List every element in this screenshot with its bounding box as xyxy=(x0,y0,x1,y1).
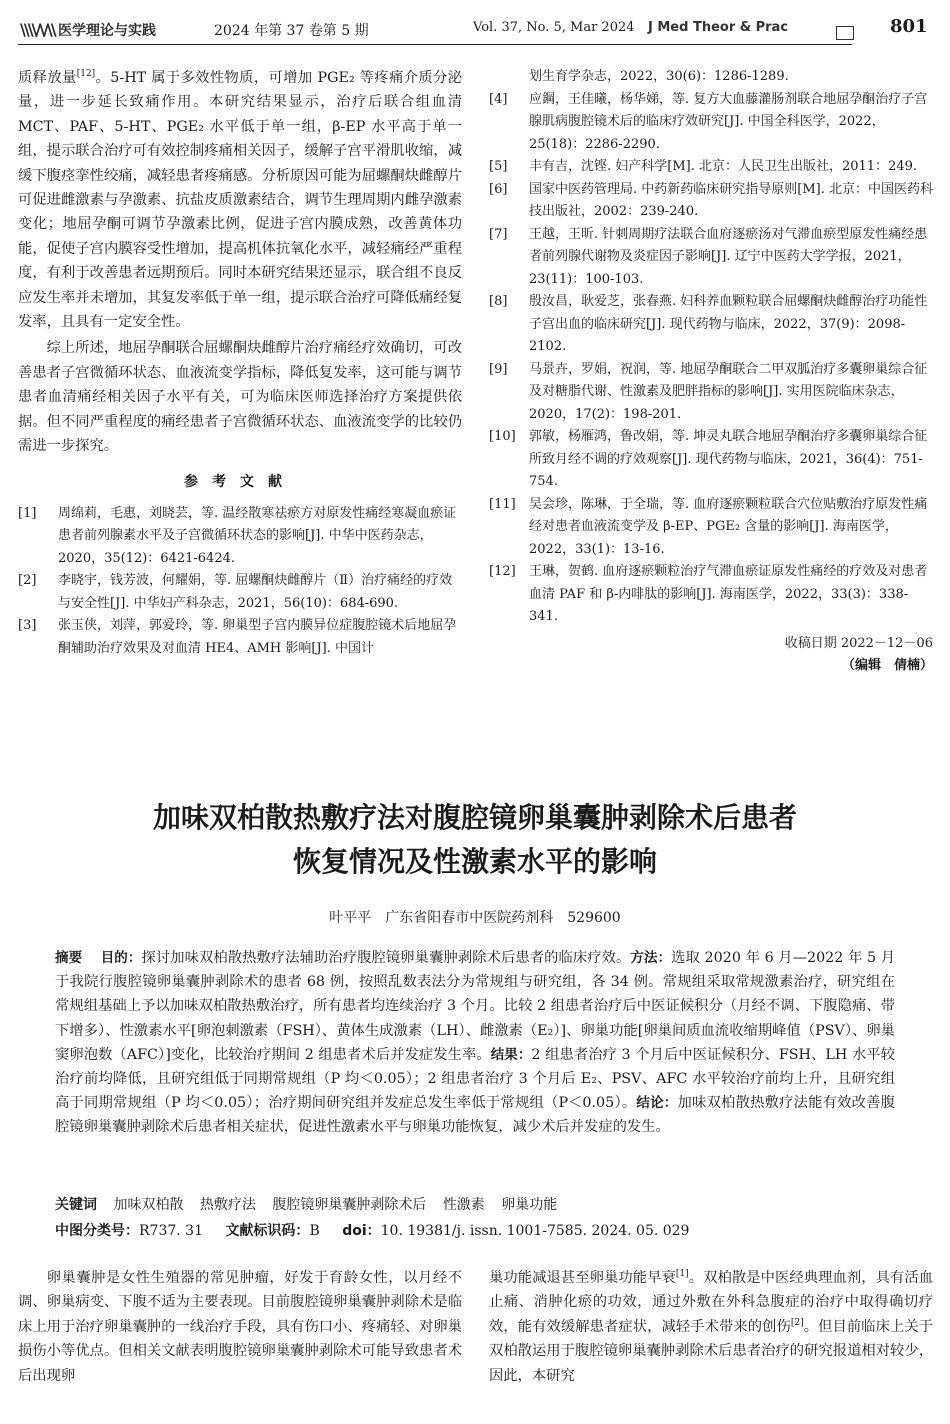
reference-text: 李晓宇，钱芳波，何耀娟，等. 屈螺酮炔雌醇片（Ⅱ）治疗痛经的疗效与安全性[J]. 中华妇产科杂志，2021，56(10)：684-690. xyxy=(58,573,453,611)
reference-item xyxy=(18,615,462,660)
doc-code-value: B xyxy=(309,1223,320,1239)
reference-item xyxy=(489,561,933,629)
conclusion-paragraph: 综上所述，地屈孕酮联合屈螺酮炔雌醇片治疗痛经疗效确切，可改善患者子宫微循环状态、血液流变学指标，降低复发率，这可能与调节患者血清痛经相关因子水平有关，可为临床医师选择治疗方案提供依据。但不同严重程度的痛经患者子宫微循环状态、血液流变学的比较仍需进一步探究。 xyxy=(18,340,462,455)
reference-item xyxy=(489,291,933,359)
reference-item xyxy=(489,224,933,292)
methods-text: 选取 2020 年 6 月—2022 年 5 月于我院行腹腔镜卵巢囊肿剥除术的患者 68 例，按照乱数表法分为常规组与研究组，各 34 例。常规组采取常规激素治疗，研究组在常规组基础上予以加味双柏散热敷治疗，所有患者均连续治疗 3 个月。比较 2 组患者治疗后中医证候积分（月经不调、下腹隐痛、带下增多）、性激素水平[卵泡刺激素（FSH）、黄体生成激素（LH）、雌激素（E₂）]、卵巢功能[卵巢间质血流收缩期峰值（PSV）、卵巢窦卵泡数（AFC）]变化，比较治疗期间 2 组患者术后并发症发生率。 xyxy=(55,950,896,1063)
author-affiliation: 叶平平 广东省阳春市中医院药剂科 529600 xyxy=(329,910,621,926)
header-box-icon xyxy=(836,26,854,40)
reference-text: 周绵莉，毛惠，刘晓芸，等. 温经散寒祛瘀方对原发性痛经寒凝血瘀证患者前列腺素水平及子宫微循环状态的影响[J]. 中华中医药杂志，2020，35(12)：6421-6424. xyxy=(58,505,457,566)
objective-text: 探讨加味双柏散热敷疗法辅助治疗腹腔镜卵巢囊肿剥除术后患者的临床疗效。 xyxy=(141,950,631,966)
volume-info: Vol. 37, No. 5, Mar 2024 xyxy=(473,20,635,35)
header-rule xyxy=(18,44,852,45)
abstract-label: 摘要 xyxy=(55,950,83,966)
reference-text: 王琳，贺鹤. 血府逐瘀颗粒治疗气滞血瘀证原发性痛经的疗效及对患者血清 PAF 和 β-内啡肽的影响[J]. 海南医学，2022，33(3)：338-341. xyxy=(529,564,928,624)
issue-info: 2024 年第 37 卷第 5 期 xyxy=(214,23,369,39)
reference-number: [4] xyxy=(489,91,508,107)
reference-text: 吴会珍，陈琳，于全瑞，等. 血府逐瘀颗粒联合穴位贴敷治疗原发性痛经对患者血液流变学及 β-EP、PGE₂ 含量的影响[J]. 海南医学，2022，33(1)：13-16. xyxy=(529,496,928,557)
intro-text-a: 巢功能减退甚至卵巢功能早衰 xyxy=(489,1270,676,1286)
reference-item xyxy=(489,426,933,494)
keywords xyxy=(55,1194,895,1214)
journal-name: 医学理论与实践 xyxy=(58,23,156,39)
keyword: 卵巢功能 xyxy=(501,1197,558,1213)
reference-item-continued xyxy=(489,66,933,89)
journal-english-name: J Med Theor & Prac xyxy=(648,20,789,35)
keyword: 腹腔镜卵巢囊肿剥除术后 xyxy=(272,1197,427,1213)
journal-logo-icon: \\\\/\/\\ xyxy=(20,20,55,39)
keyword: 性激素 xyxy=(442,1197,485,1213)
page-header xyxy=(18,14,932,40)
reference-number: [9] xyxy=(489,361,508,377)
references-heading: 参考文献 xyxy=(184,473,296,490)
intro-text-b: 。双柏散是中医经典理血剂，具有活血止痛、消肿化瘀的功效，通过外敷在外科急腹症的治疗中取得确切疗效，能有效缓解患者症状，减轻手术带来的创伤 xyxy=(489,1270,933,1335)
intro-paragraph-continued xyxy=(489,1266,933,1388)
reference-text: 郭敏，杨雁鸿，鲁改娟，等. 坤灵丸联合地屈孕酮治疗多囊卵巢综合征所致月经不调的疗效观察[J]. 现代药物与临床，2021，36(4)：751-754. xyxy=(529,429,928,489)
editor-note: （编辑 倩楠） xyxy=(841,657,933,673)
discussion-text-b: 。5-HT 属于多效性物质，可增加 PGE₂ 等疼痛介质分泌量，进一步延长致痛作用。本研究结果显示，治疗后联合组血清 MCT、PAF、5-HT、PGE₂ 水平低于单一组，β-EP 水平高于单一组，提示联合治疗可有效控制疼痛相关因子，缓解子宫平滑肌收缩，减缓下腹痉挛性绞痛，减轻患者疼痛感。分析原因可能为屈螺酮炔雌醇片可促进雌激素与孕激素、抗盐皮质激素结合，调节生理周期内雌孕激素变化；地屈孕酮可调节孕激素比例，促进子宫内膜成熟，改善黄体功能，促使子宫内膜容受性增加，提高机体抗氧化水平，减轻痛经严重程度，有利于改善患者远期预后。同时本研究结果还显示，联合组不良反应发生率并未增加，其复发率低于单一组，提示联合治疗可降低痛经复发率，且具有一定安全性。 xyxy=(18,70,462,331)
reference-item xyxy=(489,156,933,179)
received-date: 收稿日期 2022－12－06 xyxy=(784,635,933,651)
reference-number: [10] xyxy=(489,429,516,444)
reference-number: [8] xyxy=(489,294,508,309)
abstract xyxy=(55,946,895,1140)
classification-line xyxy=(55,1220,895,1240)
article-title xyxy=(0,796,950,884)
reference-item xyxy=(489,179,933,224)
doi-value: 10. 19381/j. issn. 1001-7585. 2024. 05. 029 xyxy=(380,1223,690,1239)
reference-text: 王越，王昕. 针刺周期疗法联合血府逐瘀汤对气滞血瘀型原发性痛经患者前列腺代谢物及炎症因子影响[J]. 辽宁中医药大学学报，2021，23(11)：100-103. xyxy=(529,226,928,287)
keyword: 热敷疗法 xyxy=(199,1197,256,1213)
right-column xyxy=(489,66,933,677)
reference-item xyxy=(489,89,933,157)
reference-number: [5] xyxy=(489,159,508,174)
page-number: 801 xyxy=(890,16,928,37)
results-label: 结果： xyxy=(490,1046,532,1063)
reference-item xyxy=(489,494,933,562)
discussion-paragraph xyxy=(18,66,462,334)
methods-label: 方法： xyxy=(630,950,672,966)
conclusion-text: 加味双柏散热敷疗法能有效改善腹腔镜卵巢囊肿剥除术后患者相关症状，促进性激素水平与卵巢功能恢复，减少术后并发症的发生。 xyxy=(55,1095,896,1136)
reference-text: 划生育学杂志，2022，30(6)：1286-1289. xyxy=(529,69,789,84)
intro-paragraph: 卵巢囊肿是女性生殖器的常见肿瘤，好发于育龄女性，以月经不调、卵巢病变、下腹不适为主要表现。目前腹腔镜卵巢囊肿剥除术是临床上用于治疗卵巢囊肿的一线治疗手段，具有伤口小、疼痛轻、对卵巢损伤小等优点。但相关文献表明腹腔镜卵巢囊肿剥除术可能导致患者术后出现卵 xyxy=(18,1270,462,1384)
reference-text: 马景卉，罗娟，祝润，等. 地屈孕酮联合二甲双胍治疗多囊卵巢综合征及对糖脂代谢、性激素及肥胖指标的影响[J]. 实用医院临床杂志，2020，17(2)：198-201. xyxy=(529,361,928,422)
intro-text-c: 。但目前临床上关于双柏散运用于腹腔镜卵巢囊肿剥除术后患者治疗的研究报道相对较少，因此，本研究 xyxy=(489,1318,933,1384)
keyword: 加味双柏散 xyxy=(113,1197,184,1213)
doi-label: doi： xyxy=(342,1223,381,1239)
title-line-1: 加味双柏散热敷疗法对腹腔镜卵巢囊肿剥除术后患者 xyxy=(152,801,797,834)
reference-item xyxy=(18,503,462,571)
objective-label: 目的： xyxy=(100,950,142,966)
reference-text: 张玉侠，刘萍，郭爱玲，等. 卵巢型子宫内膜异位症腹腔镜术后地屈孕酮辅助治疗效果及对血清 HE4、AMH 影响[J]. 中国计 xyxy=(58,618,457,656)
reference-number: [11] xyxy=(489,496,516,512)
conclusion-label: 结论： xyxy=(636,1095,678,1112)
reference-text: 应鋼，王佳曦，杨华娣，等. 复方大血藤灌肠剂联合地屈孕酮治疗子宫腺肌病腹腔镜术后的临床疗效研究[J]. 中国全科医学，2022，25(18)：2286-2290. xyxy=(529,91,928,152)
reference-number: [7] xyxy=(489,226,508,242)
reference-item xyxy=(489,359,933,427)
reference-number: [6] xyxy=(489,181,508,197)
citation-2: [2] xyxy=(790,1318,804,1329)
reference-number: [2] xyxy=(18,573,37,588)
reference-number: [3] xyxy=(18,618,37,633)
reference-text: 殷汝昌，耿爱芝，张春燕. 妇科养血颗粒联合屈螺酮炔雌醇治疗功能性子宫出血的临床研究[J]. 现代药物与临床，2022，37(9)：2098-2102. xyxy=(529,294,928,354)
intro-right-column xyxy=(489,1266,933,1388)
results-text: 2 组患者治疗 3 个月后中医证候积分、FSH、LH 水平较治疗前均降低，且研究组低于同期常规组（P 均＜0.05）；2 组患者治疗 3 个月后 E₂、PSV、AFC 水平较治疗前均上升，且研究组高于同期常规组（P 均＜0.05）；治疗期间研究组并发症总发生率低于常规组（P＜0.05）。 xyxy=(55,1046,895,1112)
reference-text: 国家中医药管理局. 中药新药临床研究指导原则[M]. 北京：中国医药科技出版社，2002：239-240. xyxy=(529,181,933,219)
reference-item xyxy=(18,570,462,615)
clc-label: 中图分类号： xyxy=(55,1223,139,1239)
reference-text: 丰有吉，沈铿. 妇产科学[M]. 北京：人民卫生出版社，2011：249. xyxy=(529,159,918,174)
intro-left-column xyxy=(18,1266,462,1388)
citation-12: [12] xyxy=(76,69,96,80)
discussion-text-a: 质释放量 xyxy=(18,70,77,86)
reference-number: [12] xyxy=(489,564,516,579)
clc-value: R737. 31 xyxy=(139,1223,203,1239)
doc-code-label: 文献标识码： xyxy=(225,1223,310,1239)
keywords-label: 关键词 xyxy=(55,1197,97,1213)
citation-1: [1] xyxy=(675,1269,689,1280)
reference-number: [1] xyxy=(18,505,37,521)
left-column xyxy=(18,66,462,660)
title-line-2: 恢复情况及性激素水平的影响 xyxy=(292,845,657,878)
